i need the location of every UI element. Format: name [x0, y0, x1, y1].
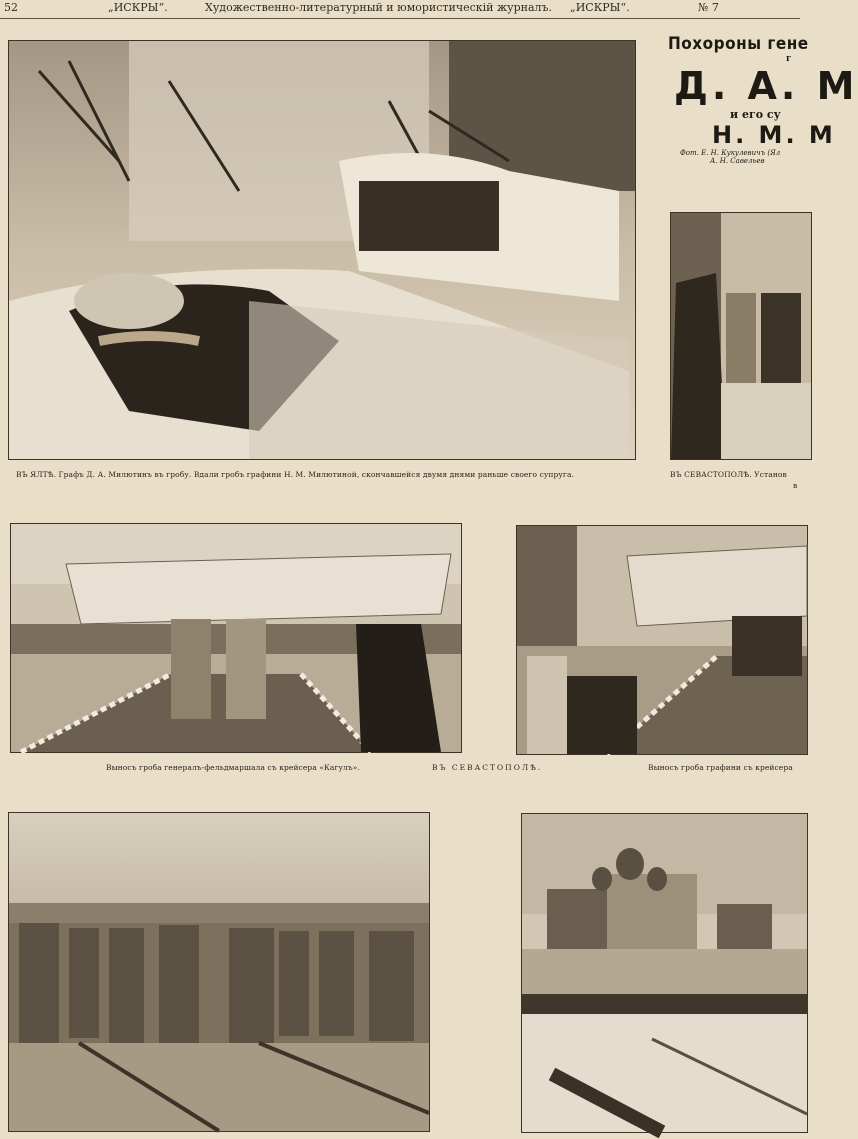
caption-photo-kagul: Выносъ гроба генералъ-фельдмаршала съ крейсера «Кагулъ».: [106, 763, 360, 772]
photo-cruiser-countess: [516, 525, 808, 755]
page-number: 52: [4, 1, 18, 14]
journal-subtitle: Художественно-литературный и юмористическій журналъ.: [205, 1, 553, 14]
journal-name-right: „ИСКРЫ“.: [570, 1, 630, 14]
caption-photo-sevastopol-line2: в: [793, 481, 798, 490]
photo-officers-procession: [8, 812, 430, 1132]
caption-photo-countess: Выносъ гроба графини съ крейсера: [648, 763, 793, 772]
feature-title-name: Д. А. М: [674, 64, 858, 108]
caption-photo-sevastopol: ВЪ СЕВАСТОПОЛѢ. Установ: [670, 470, 787, 479]
photo-cruiser-kagul: [10, 523, 462, 753]
photo-credit-1: Фот. Е. Н. Кукулевичъ (Ял: [680, 149, 781, 157]
photo-yalta-coffin: [8, 40, 636, 460]
photo-sevastopol-crowd: [670, 212, 812, 460]
caption-photo-yalta: ВЪ ЯЛТѢ. Графъ Д. А. Милютинъ въ гробу. Вдали гробъ графини Н. М. Милютиной, скончавшейся двумя днями раньше своего супруга.: [16, 470, 575, 479]
photo-credit-2: А. Н. Савельев: [710, 157, 765, 165]
feature-title-line4: и его су: [730, 108, 781, 121]
header-rule: [0, 18, 800, 19]
caption-sevastopol-center: ВЪ СЕВАСТОПОЛѢ.: [432, 763, 543, 772]
feature-title-line2: г: [786, 54, 792, 64]
issue-number: № 7: [698, 1, 719, 14]
photo-monastery: [521, 813, 808, 1133]
feature-title-line1: Похороны гене: [668, 34, 809, 54]
journal-name-left: „ИСКРЫ“.: [108, 1, 168, 14]
page-header: [0, 0, 800, 18]
feature-title-block: [668, 34, 858, 165]
feature-title-name2: Н. М. М: [712, 121, 836, 149]
